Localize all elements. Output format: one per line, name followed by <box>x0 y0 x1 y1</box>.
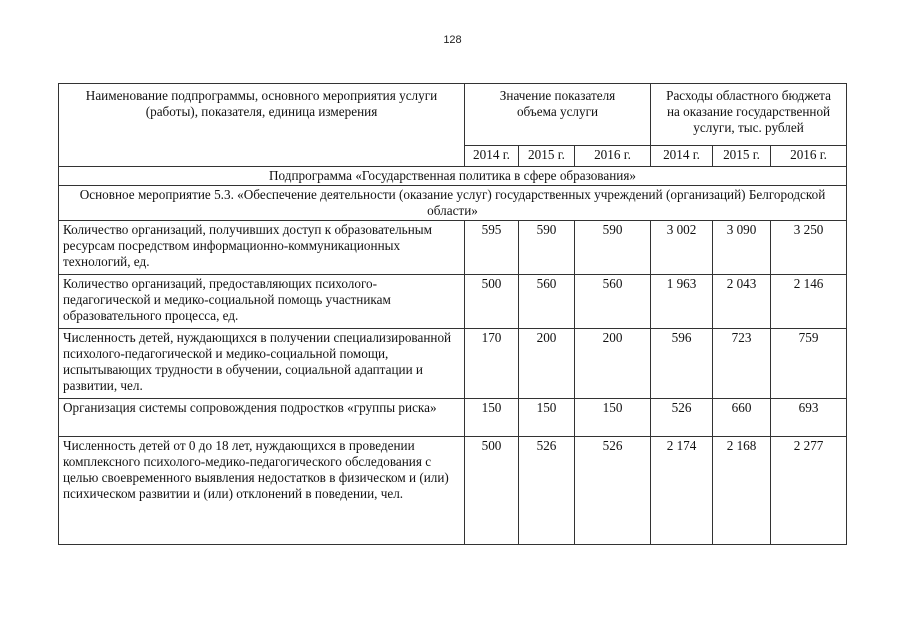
value-cell: 1 963 <box>651 275 713 329</box>
value-cell: 693 <box>771 399 847 437</box>
value-cell: 3 250 <box>771 221 847 275</box>
table-row <box>59 399 847 437</box>
value-cell: 2 043 <box>713 275 771 329</box>
year-cell: 2015 г. <box>519 146 575 167</box>
table-header-row <box>59 84 847 146</box>
subprogram-title: Подпрограмма «Государственная политика в сфере образования» <box>59 167 847 186</box>
table-row <box>59 437 847 545</box>
year-cell: 2014 г. <box>465 146 519 167</box>
value-cell: 526 <box>651 399 713 437</box>
value-cell: 2 174 <box>651 437 713 545</box>
value-cell: 723 <box>713 329 771 399</box>
header-name-cell: Наименование подпрограммы, основного мероприятия услуги (работы), показателя, единица измерения <box>59 84 465 167</box>
value-cell: 170 <box>465 329 519 399</box>
value-cell: 590 <box>519 221 575 275</box>
indicator-name: Численность детей от 0 до 18 лет, нуждающихся в проведении комплексного психолого-медико-педагогического обследования с целью своевременного выявления недостатков в физическом и (или) психическом развитии и (или) отклонений в поведении, чел. <box>59 437 465 545</box>
value-cell: 150 <box>465 399 519 437</box>
indicator-name: Численность детей, нуждающихся в получении специализированной психолого-педагогической и медико-социальной помощи, испытывающих трудности в обучении, социальной адаптации и развитии, чел. <box>59 329 465 399</box>
value-cell: 590 <box>575 221 651 275</box>
value-cell: 2 168 <box>713 437 771 545</box>
value-cell: 560 <box>519 275 575 329</box>
year-cell: 2014 г. <box>651 146 713 167</box>
indicator-name: Количество организаций, получивших доступ к образовательным ресурсам посредством информационно-коммуникационных технологий, ед. <box>59 221 465 275</box>
value-cell: 150 <box>519 399 575 437</box>
main-activity-title: Основное мероприятие 5.3. «Обеспечение деятельности (оказание услуг) государственных учреждений (организаций) Белгородской области» <box>59 186 847 221</box>
value-cell: 596 <box>651 329 713 399</box>
table-row <box>59 275 847 329</box>
value-cell: 2 277 <box>771 437 847 545</box>
subprogram-row <box>59 167 847 186</box>
value-cell: 560 <box>575 275 651 329</box>
value-cell: 2 146 <box>771 275 847 329</box>
indicator-name: Организация системы сопровождения подростков «группы риска» <box>59 399 465 437</box>
budget-table <box>58 83 847 545</box>
year-cell: 2016 г. <box>575 146 651 167</box>
value-cell: 526 <box>519 437 575 545</box>
table-row <box>59 221 847 275</box>
value-cell: 3 090 <box>713 221 771 275</box>
value-cell: 200 <box>575 329 651 399</box>
indicator-name: Количество организаций, предоставляющих психолого-педагогической и медико-социальной помощь участникам образовательного процесса, ед. <box>59 275 465 329</box>
table-row <box>59 329 847 399</box>
year-cell: 2016 г. <box>771 146 847 167</box>
value-cell: 500 <box>465 275 519 329</box>
value-cell: 200 <box>519 329 575 399</box>
header-expenses-cell: Расходы областного бюджета на оказание государственной услуги, тыс. рублей <box>651 84 847 146</box>
value-cell: 150 <box>575 399 651 437</box>
value-cell: 595 <box>465 221 519 275</box>
value-cell: 660 <box>713 399 771 437</box>
header-volume-cell: Значение показателя объема услуги <box>465 84 651 146</box>
page-number: 128 <box>443 34 462 46</box>
value-cell: 526 <box>575 437 651 545</box>
value-cell: 3 002 <box>651 221 713 275</box>
year-cell: 2015 г. <box>713 146 771 167</box>
main-activity-row <box>59 186 847 221</box>
value-cell: 500 <box>465 437 519 545</box>
value-cell: 759 <box>771 329 847 399</box>
